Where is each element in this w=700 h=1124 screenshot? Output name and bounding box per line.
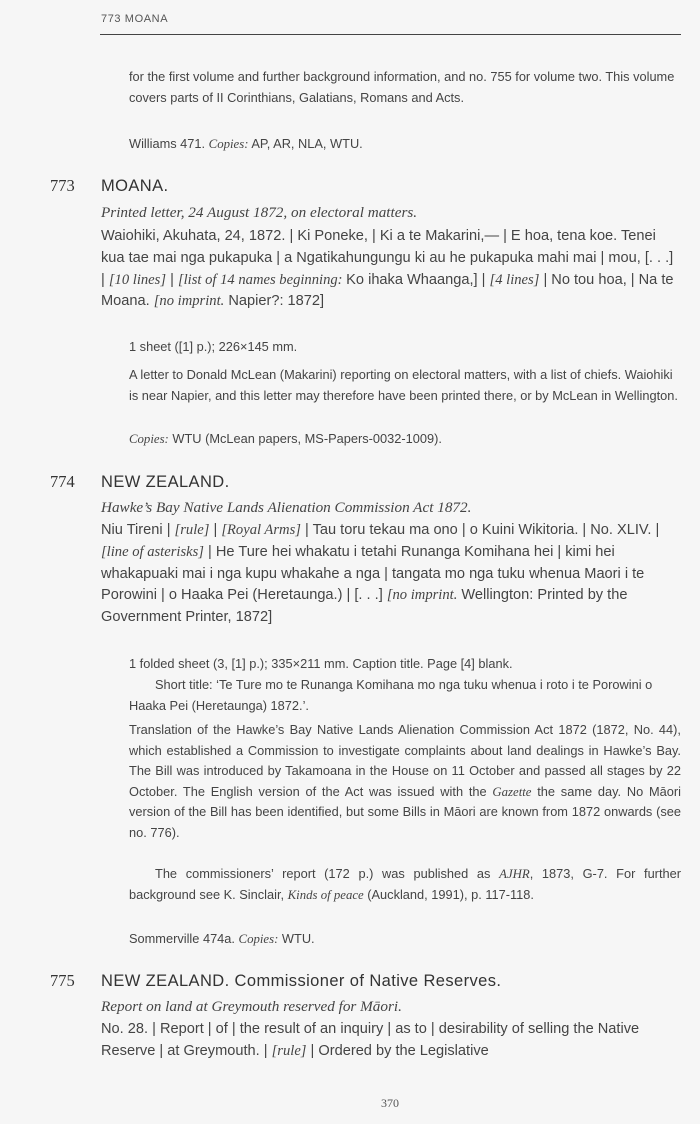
entry-transcription-775: No. 28. | Report | of | the result of an inquiry | as to | desirability of selling the Native Reserve | at Greymouth. | [rule] | Ordered by the Legislative xyxy=(101,1021,640,1059)
short-title-774: Short title: ‘Te Ture mo te Runanga Komihana mo nga tuku whenua i roto i te Porowini o Haaka Pei (Heretaunga) 1872.’. xyxy=(129,677,653,713)
note-773: A letter to Donald McLean (Makarini) reporting on electoral matters, with a list of chiefs. Waiohiki is near Napier, and this letter may therefore have been printed there, or by McLean in Wellington. xyxy=(129,367,678,403)
entry-heading-775: NEW ZEALAND. Commissioner of Native Reserves. xyxy=(101,972,502,990)
intro-paragraph: for the first volume and further background information, and no. 755 for volume two. This volume covers parts of II Corinthians, Galatians, Romans and Acts. xyxy=(129,69,675,105)
note-774: Translation of the Hawke’s Bay Native Lands Alienation Commission Act 1872 (1872, No. 44), which established a Commission to investigate complaints about land dealings in Hawke’s Bay. The Bill was introduced by Takamoana in the House on 11 October and passed all stages by 22 October. The English version of the Act was issued with the Gazette the same day. No Māori version of the Bill has been identified, but some Bills in Māori are known from 1872 onwards (see no. 776). xyxy=(129,722,681,840)
entry-transcription-773: Waiohiki, Akuhata, 24, 1872. | Ki Poneke, | Ki a te Makarini,— | E hoa, tena koe. Tenei kua tae mai nga pukapuka | a Ngatikahungungu ki au he pukapuka mahi mai | mou, [. . .] | [10 lines] | [list of 14 names beginning: Ko ihaka Whaanga,] | [4 lines] | No tou hoa, | Na te Moana. [no imprint. Napier?: 1872] xyxy=(101,228,674,310)
entry-number-773: 773 xyxy=(50,176,75,195)
copies-773: Copies: WTU (McLean papers, MS-Papers-0032-1009). xyxy=(129,431,442,446)
entry-number-775: 775 xyxy=(50,971,75,990)
reference-774: Sommerville 474a. Copies: WTU. xyxy=(129,931,315,946)
entry-transcription-774: Niu Tireni | [rule] | [Royal Arms] | Tau toru tekau ma ono | o Kuini Wikitoria. | No. XLIV. | [line of asterisks] | He Ture hei whakatu i tetahi Runanga Komihana hei | kimi hei whakapuaki mai i nga kupu whakahe a nga | tangata mo nga tuku whenua Maori i te Porowini | o Haaka Pei (Heretaunga.) | [. . .] [no imprint. Wellington: Printed by the Government Printer, 1872] xyxy=(101,522,660,626)
intro-reference: Williams 471. Copies: AP, AR, NLA, WTU. xyxy=(129,136,363,151)
entry-heading-774: NEW ZEALAND. xyxy=(101,473,230,491)
entry-subtitle-774: Hawke’s Bay Native Lands Alienation Commission Act 1872. xyxy=(101,499,472,516)
copies-label: Copies: xyxy=(208,137,249,151)
entry-number-774: 774 xyxy=(50,472,75,491)
physical-description-773: 1 sheet ([1] p.); 226×145 mm. xyxy=(129,339,298,354)
header-rule xyxy=(100,34,681,35)
entry-subtitle-775: Report on land at Greymouth reserved for Māori. xyxy=(101,998,402,1015)
entry-subtitle-773: Printed letter, 24 August 1872, on electoral matters. xyxy=(101,204,418,221)
entry-heading-773: MOANA. xyxy=(101,177,169,195)
page-number: 370 xyxy=(381,1096,399,1110)
running-head: 773 MOANA xyxy=(101,13,169,25)
physical-description-774: 1 folded sheet (3, [1] p.); 335×211 mm. Caption title. Page [4] blank. xyxy=(129,656,513,671)
note-774-background: The commissioners’ report (172 p.) was published as AJHR, 1873, G-7. For further background see K. Sinclair, Kinds of peace (Auckland, 1991), p. 117-118. xyxy=(129,866,681,902)
